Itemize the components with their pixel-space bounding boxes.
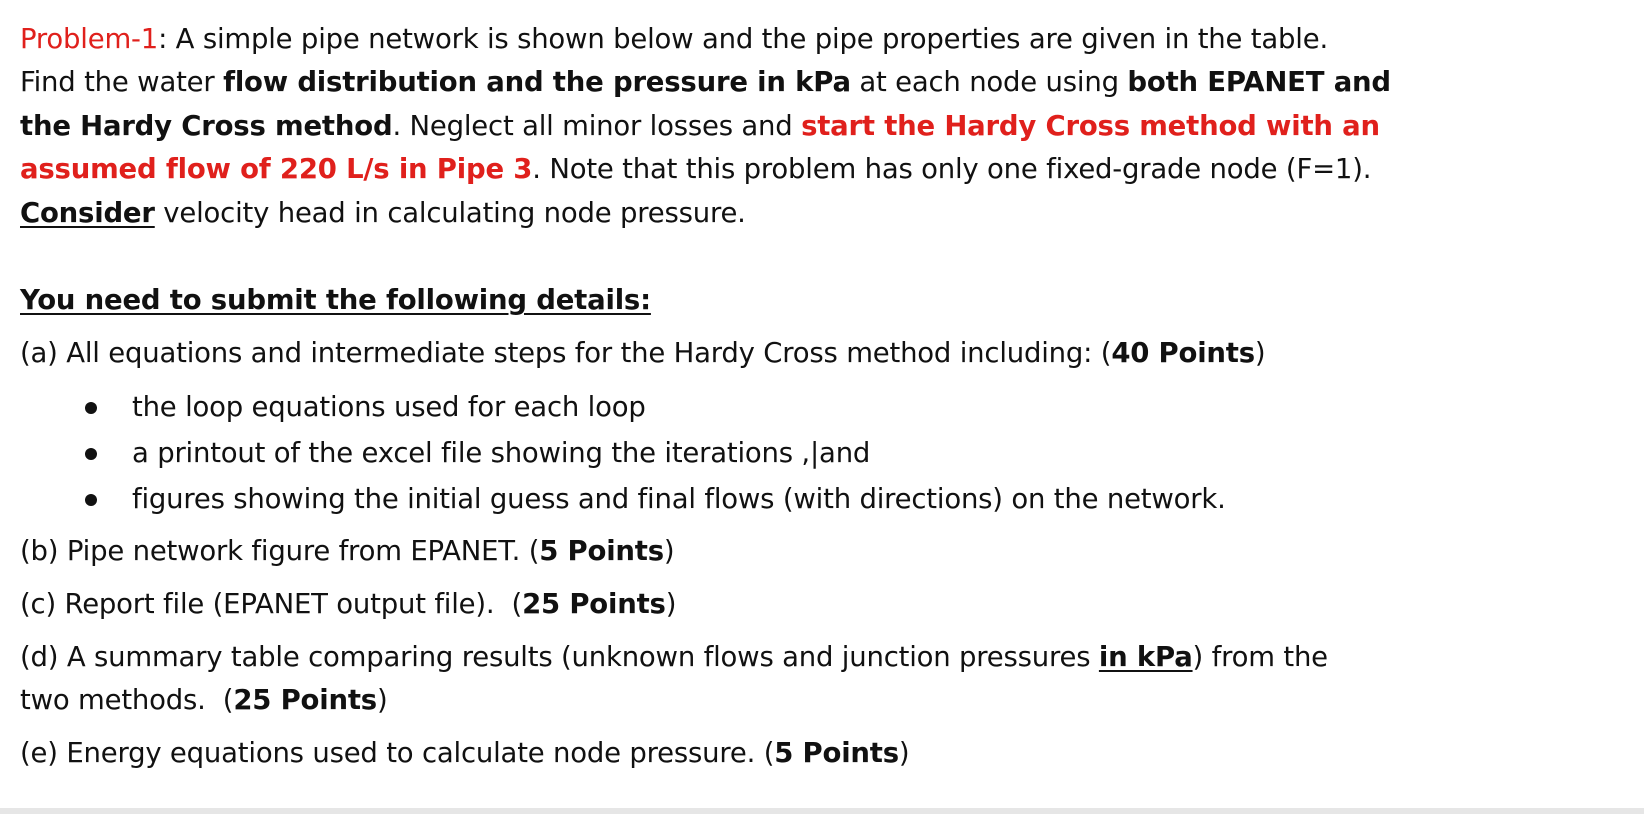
text-run: Find the water — [20, 66, 224, 98]
bold-run: the Hardy Cross method — [20, 110, 393, 142]
text-run: . Neglect all minor losses and — [392, 110, 802, 142]
bold-run: flow distribution and the pressure in kPa — [223, 66, 851, 98]
text-run: ) — [1254, 337, 1266, 369]
problem-line-5 — [20, 193, 746, 233]
bullet-item-1: the loop equations used for each loop — [132, 391, 646, 423]
underlined-bold-run: in kPa — [1098, 641, 1193, 673]
problem-line-3 — [20, 106, 1380, 146]
text-run: . Note that this problem has only one fixed-grade node (F=1). — [532, 153, 1372, 185]
points-label: 25 Points — [522, 588, 666, 620]
item-e — [20, 733, 909, 773]
text-run: ) from the — [1192, 641, 1328, 673]
item-d-line-2 — [20, 680, 387, 720]
points-label: 5 Points — [539, 535, 664, 567]
problem-line-1 — [20, 19, 1328, 59]
problem-line-4 — [20, 149, 1371, 189]
points-label: 25 Points — [233, 684, 377, 716]
bullet-item-3: figures showing the initial guess and final flows (with directions) on the network. — [132, 483, 1226, 515]
bullet-icon — [85, 402, 97, 414]
text-run: (d) A summary table comparing results (unknown flows and junction pressures — [20, 641, 1099, 673]
text-run: at each node using — [850, 66, 1128, 98]
underlined-bold-run: Consider — [20, 197, 155, 229]
text-run: ) — [665, 588, 677, 620]
problem-intro-text: : A simple pipe network is shown below and the pipe properties are given in the table. — [158, 23, 1328, 55]
text-run: (c) Report file (EPANET output file). ( — [20, 588, 523, 620]
points-label: 40 Points — [1111, 337, 1255, 369]
bullet-item-2: a printout of the excel file showing the iterations ,|and — [132, 437, 871, 469]
red-bold-run: start the Hardy Cross method with an — [801, 110, 1380, 142]
text-run: (b) Pipe network figure from EPANET. ( — [20, 535, 540, 567]
page-bottom-edge — [0, 808, 1644, 814]
text-run: (e) Energy equations used to calculate node pressure. ( — [20, 737, 775, 769]
bold-run: both EPANET and — [1127, 66, 1391, 98]
problem-label: Problem-1 — [20, 23, 159, 55]
text-run: ) — [663, 535, 675, 567]
item-a — [20, 333, 1265, 373]
text-run: ) — [376, 684, 388, 716]
problem-line-2 — [20, 62, 1391, 102]
text-run: two methods. ( — [20, 684, 234, 716]
item-d-line-1 — [20, 637, 1328, 677]
bullet-icon — [85, 448, 97, 460]
item-b — [20, 531, 674, 571]
bullet-icon — [85, 494, 97, 506]
red-bold-run: assumed flow of 220 L/s in Pipe 3 — [20, 153, 533, 185]
text-run: (a) All equations and intermediate steps for the Hardy Cross method including: ( — [20, 337, 1112, 369]
text-run: ) — [898, 737, 910, 769]
points-label: 5 Points — [774, 737, 899, 769]
item-c — [20, 584, 676, 624]
text-run: velocity head in calculating node pressure. — [154, 197, 746, 229]
submission-heading: You need to submit the following details: — [20, 284, 651, 316]
